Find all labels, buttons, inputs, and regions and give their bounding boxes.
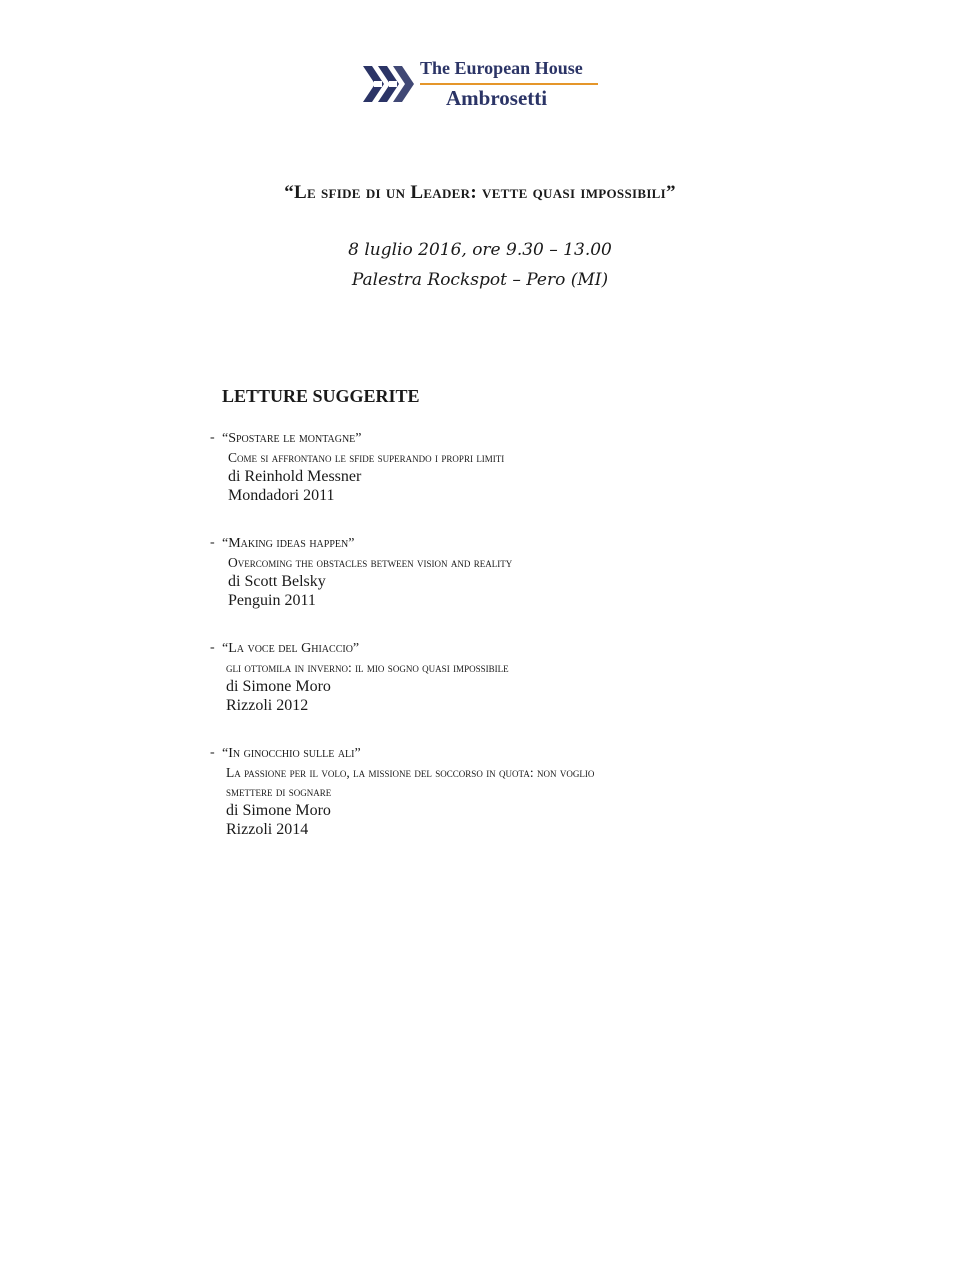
book-subtitle-continued: smettere di sognare [226,784,332,799]
book-publisher: Mondadori 2011 [228,487,335,504]
book-author: di Simone Moro [226,802,331,819]
book-author: di Reinhold Messner [228,468,362,485]
book-author: di Simone Moro [226,678,331,695]
book-subtitle: Come si affrontano le sfide superando i propri limiti [228,450,505,465]
book-title: “Making ideas happen” [222,536,355,551]
list-bullet: - [210,640,215,655]
logo-divider [420,83,598,85]
list-bullet: - [210,430,215,445]
readings-heading: LETTURE SUGGERITE [222,386,420,406]
event-date: 8 luglio 2016, ore 9.30 – 13.00 [348,240,612,260]
event-title: “Le sfide di un Leader: vette quasi impossibili” [284,182,676,203]
book-entry [210,743,810,839]
logo-text-line2: Ambrosetti [446,86,548,110]
book-title: “Spostare le montagne” [222,431,362,446]
company-logo [360,58,610,110]
book-title: “La voce del Ghiaccio” [222,641,360,656]
book-author: di Scott Belsky [228,573,326,590]
book-publisher: Rizzoli 2012 [226,697,309,714]
book-subtitle: La passione per il volo, la missione del soccorso in quota: non voglio [226,765,595,780]
book-publisher: Penguin 2011 [228,592,316,609]
book-subtitle: Overcoming the obstacles between vision and reality [228,555,513,570]
book-entry [210,638,810,715]
book-title: “In ginocchio sulle ali” [222,746,361,761]
logo-emblem-icon [360,60,414,108]
event-place: Palestra Rockspot – Pero (MI) [351,270,609,290]
book-subtitle: gli ottomila in inverno: il mio sogno quasi impossibile [226,660,509,675]
logo-text-line1: The European House [420,58,583,78]
book-entry [210,533,810,610]
list-bullet: - [210,745,215,760]
list-bullet: - [210,535,215,550]
book-entry [210,428,810,505]
book-publisher: Rizzoli 2014 [226,821,309,838]
